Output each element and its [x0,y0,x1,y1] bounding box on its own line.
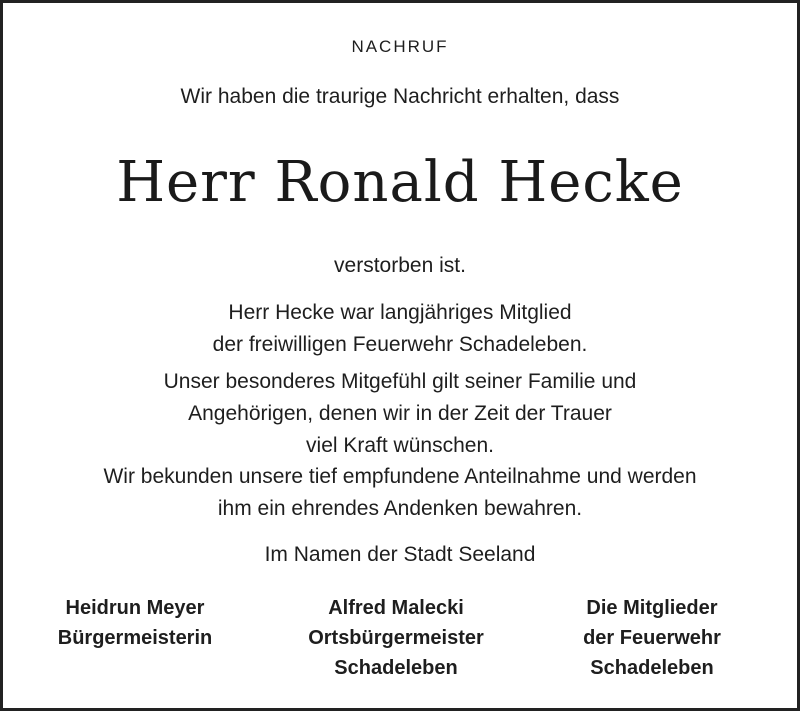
membership-paragraph [0,297,800,361]
sympathy-line: ihm ein ehrendes Andenken bewahren. [217,497,583,520]
signature-line: Bürgermeisterin [57,627,213,649]
signature-line: der Feuerwehr [583,627,721,649]
sympathy-paragraph [0,461,800,525]
membership-line: der freiwilligen Feuerwehr Schadeleben. [212,333,588,356]
signature-line: Ortsbürgermeister [308,627,484,649]
condolence-paragraph [0,366,800,462]
signature-fire-brigade [522,593,782,683]
condolence-line: Unser besonderes Mitgefühl gilt seiner Familie und [163,370,637,393]
signature-line: Alfred Malecki [328,597,464,619]
signature-line: Schadeleben [334,657,458,679]
signature-local-mayor [266,593,526,683]
signature-mayor [5,593,265,653]
on-behalf-text: Im Namen der Stadt Seeland [264,543,536,566]
condolence-line: Angehörigen, denen wir in der Zeit der Trauer [188,402,612,425]
signature-line: Schadeleben [590,657,714,679]
signature-line: Die Mitglieder [586,597,718,619]
notice-label: NACHRUF [351,37,449,56]
signature-line: Heidrun Meyer [65,597,205,619]
condolence-line: viel Kraft wünschen. [306,434,494,457]
intro-text: Wir haben die traurige Nachricht erhalten, dass [180,85,620,108]
deceased-name: Herr Ronald Hecke [116,150,684,215]
membership-line: Herr Hecke war langjähriges Mitglied [228,301,572,324]
sympathy-line: Wir bekunden unsere tief empfundene Anteilnahme und werden [103,465,697,488]
deceased-text: verstorben ist. [334,254,466,277]
